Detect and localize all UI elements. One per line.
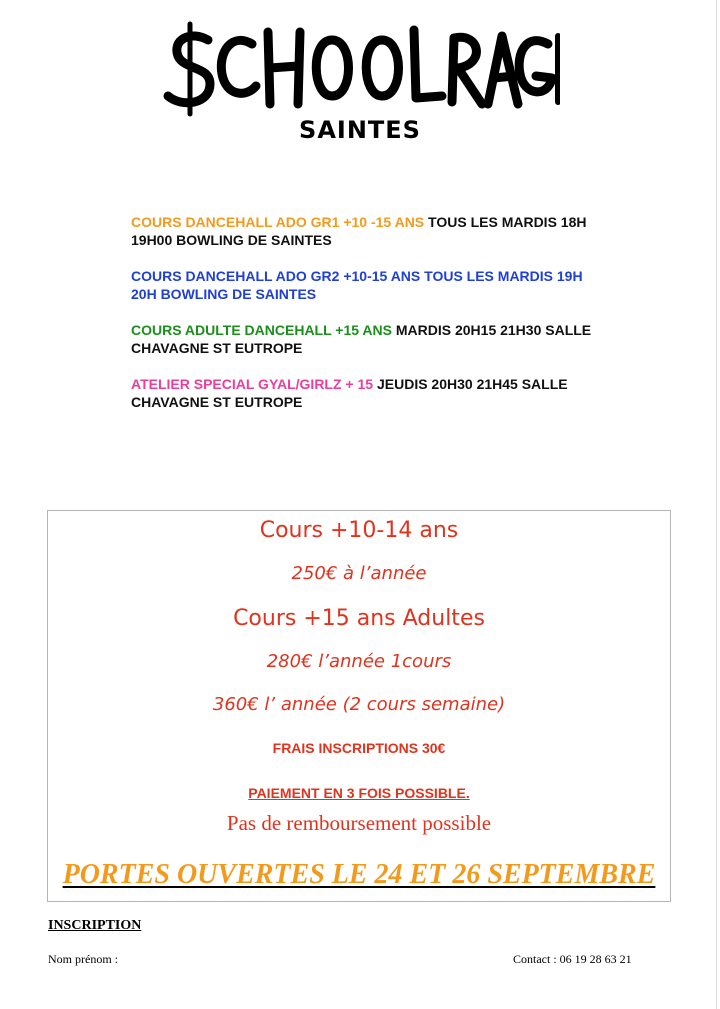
schoolragi-logo (160, 18, 560, 118)
course-name: COURS DANCEHALL ADO GR1 +10 -15 ANS (131, 214, 425, 230)
schedule-line-ado-gr2 (131, 267, 601, 303)
refund-note: Pas de remboursement possible (226, 811, 492, 835)
course-details: TOUS LES MARDIS 18H 19H00 BOWLING DE SAINTES (131, 214, 587, 248)
city-title: SAINTES (299, 116, 421, 144)
contact-info: Contact : 06 19 28 63 21 (513, 952, 632, 966)
schedule-line-adulte (131, 321, 601, 357)
course-details: MARDIS 20H15 21H30 SALLE CHAVAGNE ST EUTROPE (131, 322, 592, 356)
pricing-heading-adult: Cours +15 ans Adultes (233, 606, 485, 631)
payment-note: PAIEMENT EN 3 FOIS POSSIBLE. (248, 785, 470, 801)
pricing-box (47, 510, 671, 902)
name-label: Nom prénom : (48, 952, 118, 966)
schedule-line-atelier (131, 375, 601, 411)
pricing-heading-ado: Cours +10-14 ans (259, 518, 459, 543)
course-schedule (131, 213, 601, 429)
open-days-banner: PORTES OUVERTES LE 24 ET 26 SEPTEMBRE (62, 859, 656, 890)
course-details: JEUDIS 20H30 21H45 SALLE CHAVAGNE ST EUTROPE (131, 376, 568, 410)
course-name: COURS DANCEHALL ADO GR2 +10-15 ANS TOUS LES MARDIS 19H 20H BOWLING DE SAINTES (131, 268, 583, 302)
inscription-heading: INSCRIPTION (48, 918, 142, 933)
pricing-price-ado: 250€ à l’année (291, 563, 427, 584)
course-name: COURS ADULTE DANCEHALL +15 ANS (131, 322, 392, 338)
pricing-price-adult-2: 360€ l’ année (2 cours semaine) (212, 694, 506, 715)
schedule-line-ado-gr1 (131, 213, 601, 249)
page-edge (716, 0, 717, 1009)
course-name: ATELIER SPECIAL GYAL/GIRLZ + 15 (131, 376, 374, 392)
registration-fees: FRAIS INSCRIPTIONS 30€ (272, 740, 446, 756)
pricing-price-adult-1: 280€ l’année 1cours (266, 651, 452, 672)
